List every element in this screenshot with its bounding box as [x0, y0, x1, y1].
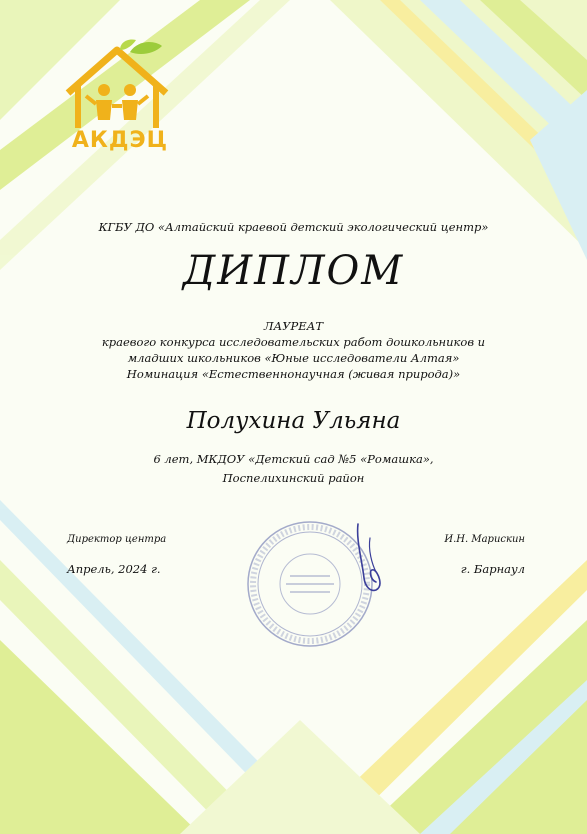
recipient-details-block: [0, 450, 587, 488]
signatory-name: И.Н. Марискин: [444, 534, 525, 545]
issue-date: Апрель, 2024 г.: [67, 562, 161, 576]
organization-name: КГБУ ДО «Алтайский краевой детский экологический центр»: [98, 220, 489, 234]
signatory-role: Директор центра: [67, 534, 167, 545]
award-line: краевого конкурса исследовательских работ дошкольников и: [101, 335, 486, 349]
recipient-name: Полухина Ульяна: [186, 408, 401, 434]
recipient-district: Поспелихинский район: [222, 471, 365, 485]
award-block: [0, 318, 587, 382]
issue-city: г. Барнаул: [460, 562, 525, 576]
award-line: Номинация «Естественнонаучная (живая природа)»: [126, 367, 461, 381]
diploma-title: ДИПЛОМ: [182, 248, 405, 294]
logo-text: АКДЭЦ: [71, 128, 169, 153]
recipient-details: 6 лет, МКДОУ «Детский сад №5 «Ромашка»,: [153, 452, 434, 466]
award-line: младших школьников «Юные исследователи Алтая»: [127, 351, 460, 365]
director-signature: [318, 520, 398, 600]
award-rank: ЛАУРЕАТ: [263, 319, 324, 333]
